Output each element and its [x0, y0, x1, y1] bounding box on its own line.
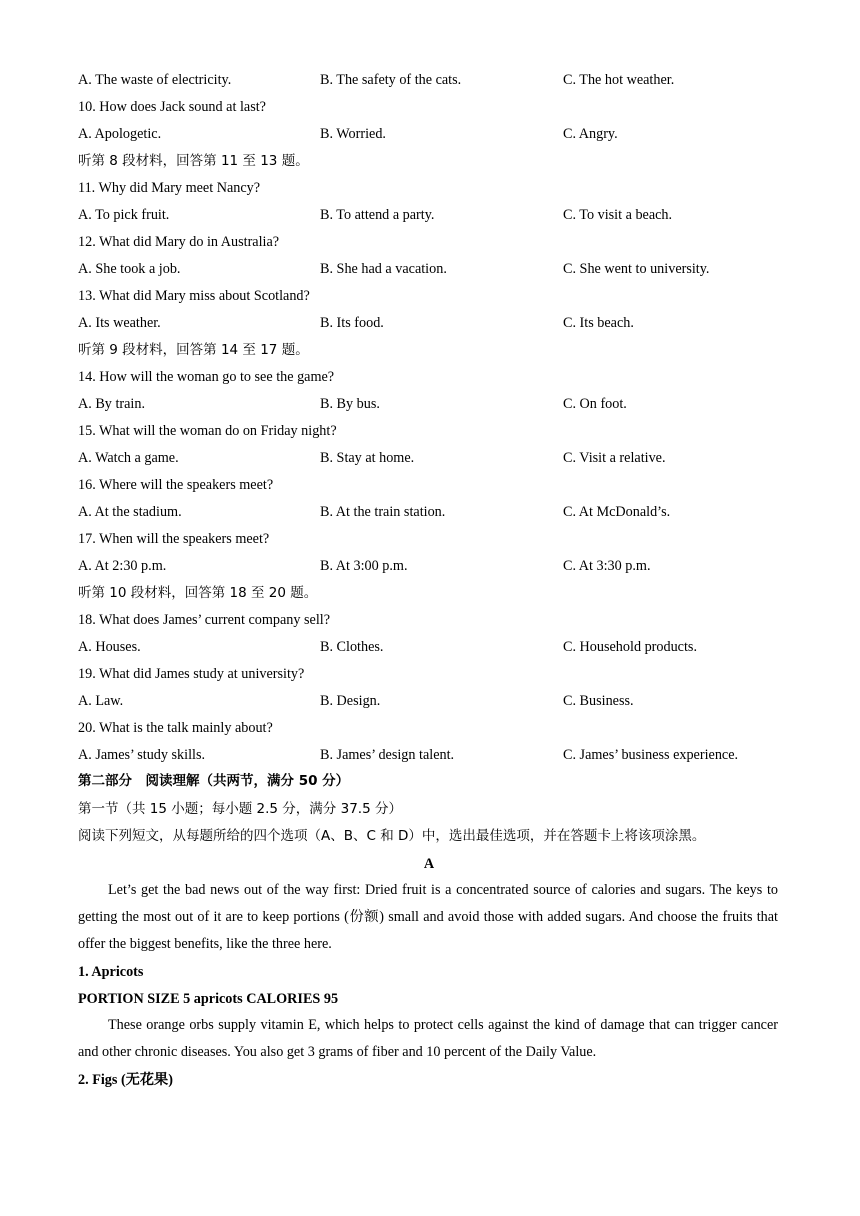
q18-option-a: A. Houses.	[78, 639, 141, 655]
q19-option-c: C. Business.	[563, 693, 634, 709]
q17-options	[78, 557, 778, 575]
q16-option-b: B. At the train station.	[320, 504, 446, 520]
q13-stem: 13. What did Mary miss about Scotland?	[78, 288, 310, 304]
q17-option-a: A. At 2:30 p.m.	[78, 558, 167, 574]
q11-option-b: B. To attend a party.	[320, 207, 435, 223]
q9-option-b: B. The safety of the cats.	[320, 72, 462, 88]
q15-option-b: B. Stay at home.	[320, 450, 415, 466]
q18-option-b: B. Clothes.	[320, 639, 384, 655]
q20-options	[78, 746, 778, 764]
section9-instruction: 听第 9 段材料，回答第 14 至 17 题。	[78, 342, 309, 358]
q11-options	[78, 206, 778, 224]
q15-option-a: A. Watch a game.	[78, 450, 179, 466]
q19-option-b: B. Design.	[320, 693, 381, 709]
q20-option-a: A. James’ study skills.	[78, 747, 206, 763]
q11-option-a: A. To pick fruit.	[78, 207, 170, 223]
part2-section1-heading: 第一节（共 15 小题；每小题 2.5 分，满分 37.5 分）	[78, 801, 402, 817]
q17-option-b: B. At 3:00 p.m.	[320, 558, 408, 574]
q20-stem: 20. What is the talk mainly about?	[78, 720, 273, 736]
q10-option-a: A. Apologetic.	[78, 126, 162, 142]
q14-option-c: C. On foot.	[563, 396, 627, 412]
q12-option-b: B. She had a vacation.	[320, 261, 447, 277]
q11-option-c: C. To visit a beach.	[563, 207, 673, 223]
q10-options	[78, 125, 778, 143]
q10-stem: 10. How does Jack sound at last?	[78, 99, 266, 115]
part2-title: 第二部分 阅读理解（共两节，满分 50 分）	[78, 773, 350, 789]
q13-option-a: A. Its weather.	[78, 315, 161, 331]
q19-option-a: A. Law.	[78, 693, 124, 709]
q14-option-b: B. By bus.	[320, 396, 380, 412]
q18-options	[78, 638, 778, 656]
passage-label: A	[423, 856, 435, 872]
q16-option-a: A. At the stadium.	[78, 504, 182, 520]
q10-option-b: B. Worried.	[320, 126, 386, 142]
q15-option-c: C. Visit a relative.	[563, 450, 666, 466]
item2-heading: 2. Figs (无花果)	[78, 1072, 173, 1088]
section10-instruction: 听第 10 段材料，回答第 18 至 20 题。	[78, 585, 318, 601]
q13-options	[78, 314, 778, 332]
q13-option-b: B. Its food.	[320, 315, 384, 331]
item1-text: These orange orbs supply vitamin E, which helps to protect cells against the kind of damage that can trigger cancer and other chronic diseases. You also get 3 grams of fiber and 10 percent of the Daily Value.	[78, 1017, 778, 1060]
q14-options	[78, 395, 778, 413]
q13-option-c: C. Its beach.	[563, 315, 634, 331]
q16-options	[78, 503, 778, 521]
q11-stem: 11. Why did Mary meet Nancy?	[78, 180, 261, 196]
item1-portion: PORTION SIZE 5 apricots CALORIES 95	[78, 991, 339, 1007]
q12-options	[78, 260, 778, 278]
q19-options	[78, 692, 778, 710]
q9-options	[78, 71, 778, 89]
q20-option-c: C. James’ business experience.	[563, 747, 739, 763]
q9-option-c: C. The hot weather.	[563, 72, 675, 88]
item1-heading: 1. Apricots	[78, 964, 144, 980]
q14-stem: 14. How will the woman go to see the game?	[78, 369, 335, 385]
q12-stem: 12. What did Mary do in Australia?	[78, 234, 280, 250]
q16-option-c: C. At McDonald’s.	[563, 504, 671, 520]
section8-instruction: 听第 8 段材料，回答第 11 至 13 题。	[78, 153, 309, 169]
q15-stem: 15. What will the woman do on Friday night?	[78, 423, 337, 439]
q12-option-a: A. She took a job.	[78, 261, 181, 277]
q17-stem: 17. When will the speakers meet?	[78, 531, 270, 547]
passage-intro: Let’s get the bad news out of the way first: Dried fruit is a concentrated source of calories and sugars. The keys to getting the most out of it are to keep portions (份额) small and avoid those with added sugars. And choose the fruits that offer the biggest benefits, like the three here.	[78, 882, 778, 952]
q17-option-c: C. At 3:30 p.m.	[563, 558, 651, 574]
q12-option-c: C. She went to university.	[563, 261, 710, 277]
q18-stem: 18. What does James’ current company sell?	[78, 612, 331, 628]
q16-stem: 16. Where will the speakers meet?	[78, 477, 274, 493]
q10-option-c: C. Angry.	[563, 126, 618, 142]
q15-options	[78, 449, 778, 467]
q18-option-c: C. Household products.	[563, 639, 697, 655]
q20-option-b: B. James’ design talent.	[320, 747, 455, 763]
part2-instruction: 阅读下列短文，从每题所给的四个选项（A、B、C 和 D）中，选出最佳选项，并在答题卡上将该项涂黑。	[78, 828, 706, 844]
q14-option-a: A. By train.	[78, 396, 145, 412]
q19-stem: 19. What did James study at university?	[78, 666, 305, 682]
q9-option-a: A. The waste of electricity.	[78, 72, 232, 88]
